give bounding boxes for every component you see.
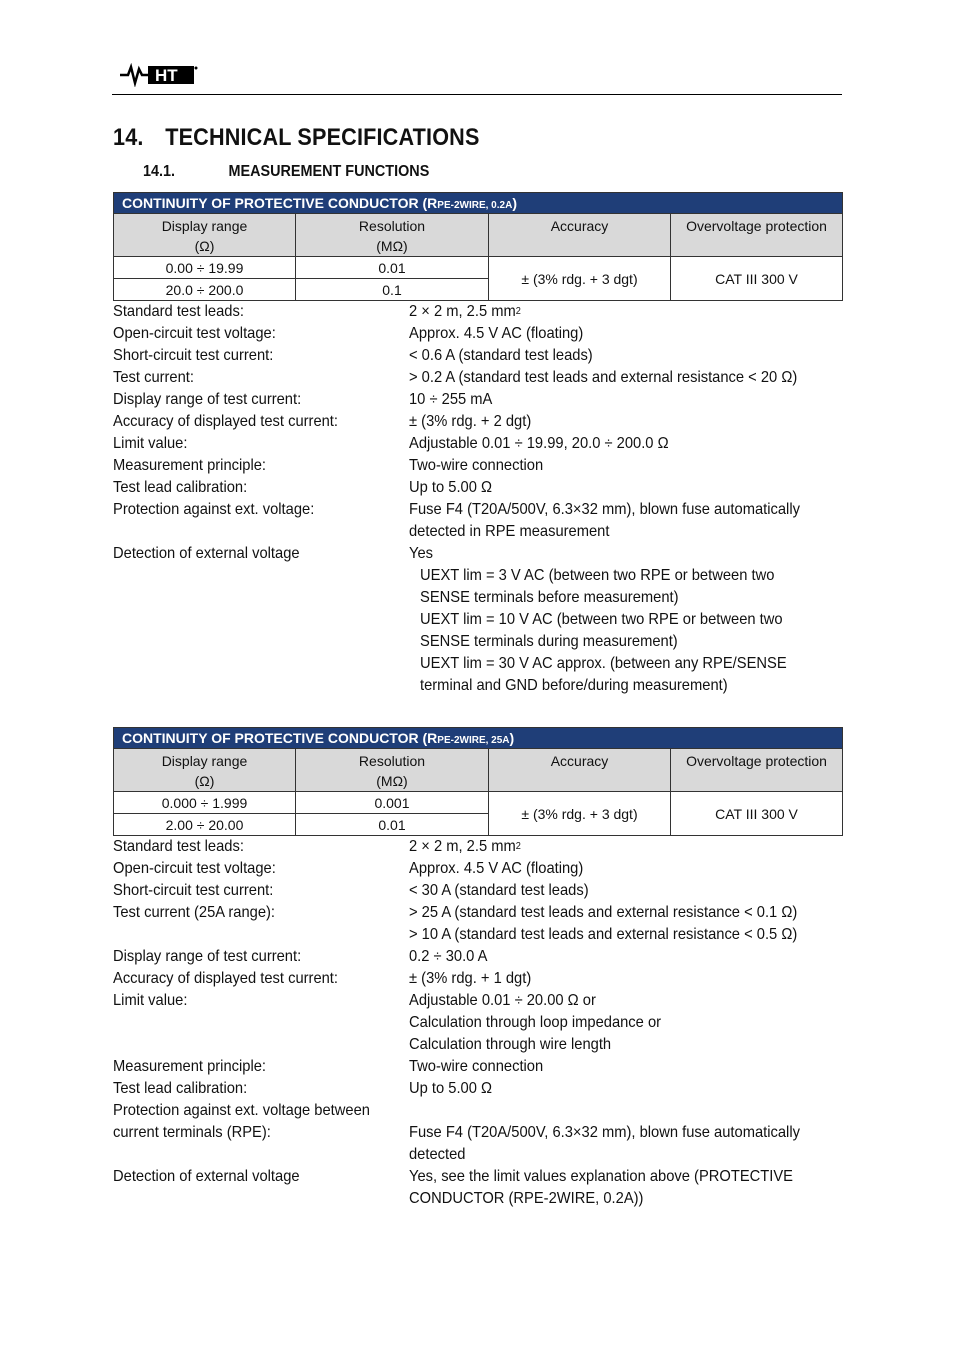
cell-accuracy: ± (3% rdg. + 3 dgt) — [489, 792, 671, 836]
spec-value-indented: UEXT lim = 30 V AC approx. (between any RPE/SENSE — [420, 655, 787, 672]
spec-label: Short-circuit test current: — [113, 347, 274, 364]
spec-line — [113, 433, 842, 455]
spec-line — [113, 1122, 842, 1144]
spec-value: Yes — [409, 545, 434, 562]
spec-line — [113, 565, 842, 587]
spec-value: 0.2 ÷ 30.0 A — [409, 948, 488, 965]
cell-range: 2.00 ÷ 20.00 — [114, 814, 296, 836]
spec-label: Measurement principle: — [113, 1058, 266, 1075]
spec-value: Up to 5.00 Ω — [409, 1080, 493, 1097]
spec-value-indented: SENSE terminals before measurement) — [420, 589, 679, 606]
subsection-number: 14.1. — [143, 163, 176, 180]
spec-value: Adjustable 0.01 ÷ 19.99, 20.0 ÷ 200.0 Ω — [409, 435, 669, 452]
spec-value: Calculation through loop impedance or — [409, 1014, 662, 1031]
ht-logo — [118, 63, 198, 87]
spec-value: < 0.6 A (standard test leads) — [409, 347, 593, 364]
spec-line — [113, 1166, 842, 1188]
spec-value: ± (3% rdg. + 1 dgt) — [409, 970, 532, 987]
spec-value: 2 × 2 m, 2.5 $mm^2$ — [409, 303, 521, 320]
cell-resolution: 0.001 — [296, 792, 489, 814]
spec-line — [113, 924, 842, 946]
spec-line — [113, 345, 842, 367]
spec-label: Protection against ext. voltage between — [113, 1102, 370, 1119]
section-number: 14. — [113, 124, 144, 151]
spec-value: Up to 5.00 Ω — [409, 479, 493, 496]
spec-line — [113, 653, 842, 675]
spec-line — [113, 301, 842, 323]
spec-label: Short-circuit test current: — [113, 882, 274, 899]
spec-line — [113, 1056, 842, 1078]
col-header-resolution: Resolution (MΩ) — [296, 749, 489, 792]
spec-label: Detection of external voltage — [113, 545, 300, 562]
spec-label: current terminals (RPE): — [113, 1124, 271, 1141]
table-title: CONTINUITY OF PROTECTIVE CONDUCTOR (RPE-2WIRE, 0.2A) — [114, 193, 843, 214]
spec-line — [113, 1100, 842, 1122]
col-header-range: Display range (Ω) — [114, 214, 296, 257]
spec-value-indented: SENSE terminals during measurement) — [420, 633, 678, 650]
spec-value-indented: UEXT lim = 10 V AC (between two RPE or between two — [420, 611, 783, 628]
spec-line — [113, 631, 842, 653]
spec-label: Open-circuit test voltage: — [113, 860, 276, 877]
spec-value: Fuse F4 (T20A/500V, 6.3×32 mm), blown fuse automatically — [409, 1124, 800, 1141]
spec-label: Limit value: — [113, 992, 188, 1009]
spec-label: Test lead calibration: — [113, 479, 248, 496]
spec-line — [113, 836, 842, 858]
spec-label: Test current (25A range): — [113, 904, 276, 921]
col-header-overvoltage: Overvoltage protection — [671, 749, 843, 792]
spec-value: > 25 A (standard test leads and external resistance < 0.1 Ω) — [409, 904, 798, 921]
col-header-overvoltage: Overvoltage protection — [671, 214, 843, 257]
spec-line — [113, 1188, 842, 1210]
spec-label: Measurement principle: — [113, 457, 266, 474]
spec-value: 2 × 2 m, 2.5 $mm^2$ — [409, 838, 521, 855]
table-title: CONTINUITY OF PROTECTIVE CONDUCTOR (RPE-2WIRE, 25A) — [114, 728, 843, 749]
spec-value: detected — [409, 1146, 466, 1163]
spec-table-rpe-25a — [113, 727, 843, 836]
spec-line — [113, 367, 842, 389]
spec-value: Calculation through wire length — [409, 1036, 612, 1053]
spec-label: Test lead calibration: — [113, 1080, 248, 1097]
cell-range: 20.0 ÷ 200.0 — [114, 279, 296, 301]
spec-label: Limit value: — [113, 435, 188, 452]
spec-value: 10 ÷ 255 mA — [409, 391, 493, 408]
col-header-accuracy: Accuracy — [489, 214, 671, 257]
logo-text: HT — [155, 66, 178, 85]
cell-range: 0.00 ÷ 19.99 — [114, 257, 296, 279]
spec-line — [113, 675, 842, 697]
spec-label: Detection of external voltage — [113, 1168, 300, 1185]
page-title — [113, 124, 480, 152]
spec-value-indented: UEXT lim = 3 V AC (between two RPE or between two — [420, 567, 775, 584]
spec-line — [113, 1078, 842, 1100]
spec-list-2 — [113, 836, 842, 1210]
cell-overvoltage: CAT III 300 V — [671, 792, 843, 836]
spec-line — [113, 455, 842, 477]
cell-accuracy: ± (3% rdg. + 3 dgt) — [489, 257, 671, 301]
spec-value: ± (3% rdg. + 2 dgt) — [409, 413, 532, 430]
col-header-range: Display range (Ω) — [114, 749, 296, 792]
spec-line — [113, 477, 842, 499]
spec-label: Standard test leads: — [113, 838, 244, 855]
spec-value: Approx. 4.5 V AC (floating) — [409, 325, 584, 342]
spec-label: Display range of test current: — [113, 948, 302, 965]
spec-value: CONDUCTOR (RPE-2WIRE, 0.2A)) — [409, 1190, 644, 1207]
spec-list-1 — [113, 301, 842, 697]
cell-resolution: 0.01 — [296, 257, 489, 279]
spec-label: Accuracy of displayed test current: — [113, 970, 338, 987]
spec-line — [113, 990, 842, 1012]
spec-label: Display range of test current: — [113, 391, 302, 408]
spec-line — [113, 521, 842, 543]
spec-line — [113, 1012, 842, 1034]
spec-line — [113, 609, 842, 631]
subsection-title — [143, 163, 429, 181]
spec-line — [113, 323, 842, 345]
spec-line — [113, 411, 842, 433]
spec-line — [113, 968, 842, 990]
spec-table-rpe-02a — [113, 192, 843, 301]
col-header-accuracy: Accuracy — [489, 749, 671, 792]
spec-value: Two-wire connection — [409, 457, 544, 474]
spec-label: Protection against ext. voltage: — [113, 501, 315, 518]
spec-value: detected in RPE measurement — [409, 523, 610, 540]
spec-value: Approx. 4.5 V AC (floating) — [409, 860, 584, 877]
spec-label: Accuracy of displayed test current: — [113, 413, 338, 430]
col-header-resolution: Resolution (MΩ) — [296, 214, 489, 257]
spec-value: Two-wire connection — [409, 1058, 544, 1075]
page-header — [112, 60, 842, 95]
spec-line — [113, 499, 842, 521]
cell-resolution: 0.1 — [296, 279, 489, 301]
subsection-text: MEASUREMENT FUNCTIONS — [228, 163, 430, 180]
cell-overvoltage: CAT III 300 V — [671, 257, 843, 301]
spec-value: Yes, see the limit values explanation above (PROTECTIVE — [409, 1168, 793, 1185]
spec-line — [113, 389, 842, 411]
spec-label: Open-circuit test voltage: — [113, 325, 276, 342]
spec-line — [113, 902, 842, 924]
spec-value: > 10 A (standard test leads and external resistance < 0.5 Ω) — [409, 926, 798, 943]
cell-resolution: 0.01 — [296, 814, 489, 836]
spec-line — [113, 858, 842, 880]
spec-line — [113, 946, 842, 968]
section-title: TECHNICAL SPECIFICATIONS — [165, 124, 480, 151]
spec-label: Standard test leads: — [113, 303, 244, 320]
spec-value: > 0.2 A (standard test leads and external resistance < 20 Ω) — [409, 369, 798, 386]
spec-value: Fuse F4 (T20A/500V, 6.3×32 mm), blown fuse automatically — [409, 501, 800, 518]
spec-line — [113, 587, 842, 609]
spec-label: Test current: — [113, 369, 194, 386]
spec-line — [113, 1034, 842, 1056]
spec-line — [113, 1144, 842, 1166]
cell-range: 0.000 ÷ 1.999 — [114, 792, 296, 814]
spec-value: < 30 A (standard test leads) — [409, 882, 589, 899]
spec-line — [113, 880, 842, 902]
spec-line — [113, 543, 842, 565]
spec-value: Adjustable 0.01 ÷ 20.00 Ω or — [409, 992, 596, 1009]
spec-value-indented: terminal and GND before/during measurement) — [420, 677, 728, 694]
